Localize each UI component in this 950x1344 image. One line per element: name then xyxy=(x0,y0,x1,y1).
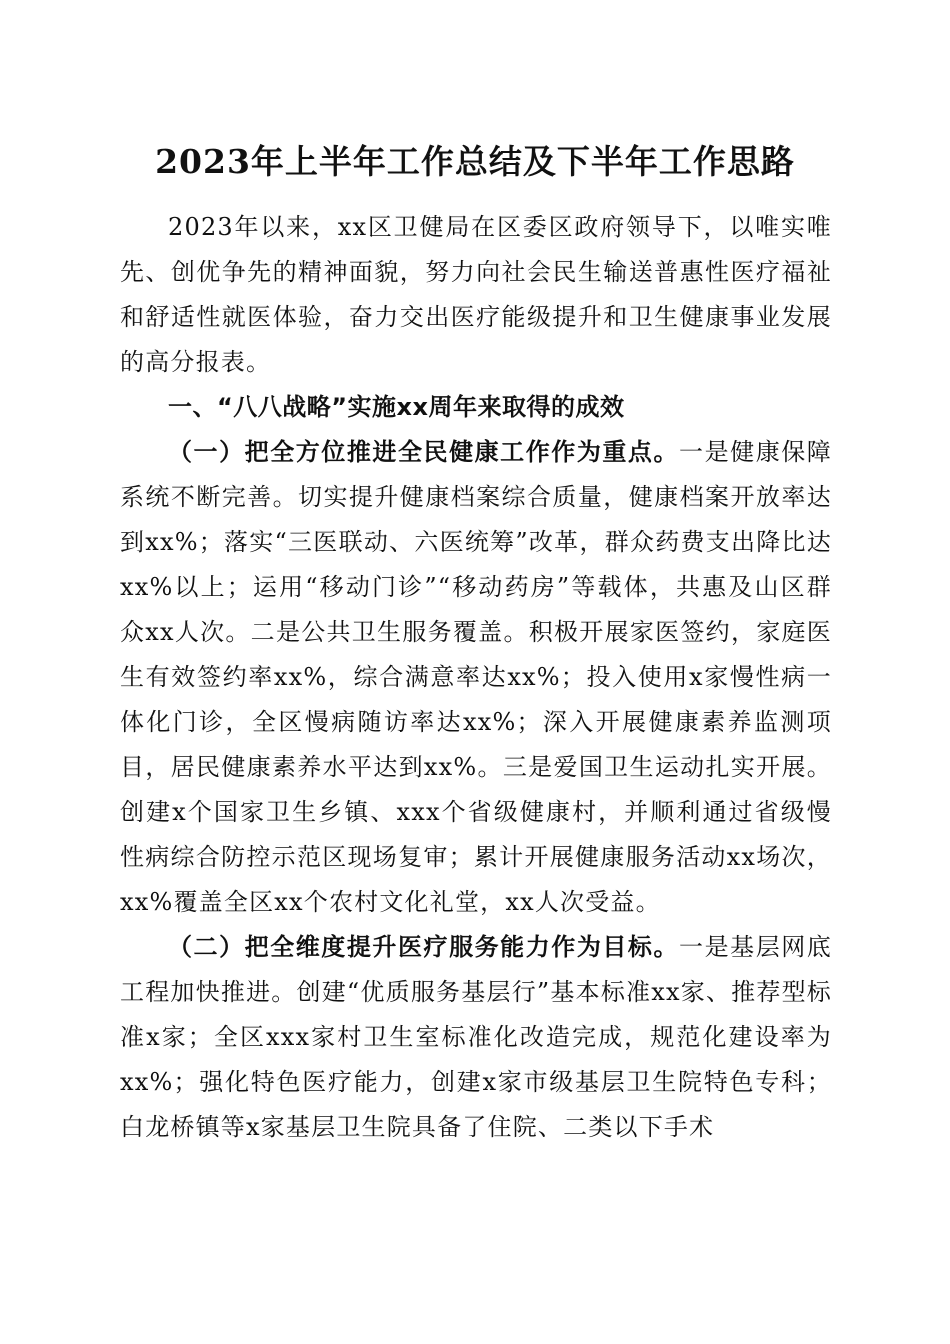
paragraph-1-lead: （一）把全方位推进全民健康工作作为重点。 xyxy=(168,438,680,466)
document-body xyxy=(120,205,832,1150)
paragraph-2-lead: （二）把全维度提升医疗服务能力作为目标。 xyxy=(168,933,680,961)
paragraph-2-text: 一是基层网底工程加快推进。创建“优质服务基层行”基本标准xx家、推荐型标准x家；全区xxx家村卫生室标准化改造完成，规范化建设率为xx%；强化特色医疗能力，创建x家市级基层卫生院特色专科；白龙桥镇等x家基层卫生院具备了住院、二类以下手术 xyxy=(120,933,833,1141)
paragraph-1-text: 一是健康保障系统不断完善。切实提升健康档案综合质量，健康档案开放率达到xx%；落实“三医联动、六医统筹”改革，群众药费支出降比达xx%以上；运用“移动门诊”“移动药房”等载体，共惠及山区群众xx人次。二是公共卫生服务覆盖。积极开展家医签约，家庭医生有效签约率xx%，综合满意率达xx%；投入使用x家慢性病一体化门诊，全区慢病随访率达xx%；深入开展健康素养监测项目，居民健康素养水平达到xx%。三是爱国卫生运动扎实开展。创建x个国家卫生乡镇、xxx个省级健康村，并顺利通过省级慢性病综合防控示范区现场复审；累计开展健康服务活动xx场次，xx%覆盖全区xx个农村文化礼堂，xx人次受益。 xyxy=(120,438,833,916)
section-heading: 一、“八八战略”实施xx周年来取得的成效 xyxy=(168,393,625,421)
paragraph-2 xyxy=(120,925,832,1150)
intro-paragraph: 2023年以来，xx区卫健局在区委区政府领导下，以唯实唯先、创优争先的精神面貌，努力向社会民生输送普惠性医疗福祉和舒适性就医体验，奋力交出医疗能级提升和卫生健康事业发展的高分报表。 xyxy=(120,213,832,376)
document-title: 2023年上半年工作总结及下半年工作思路 xyxy=(155,142,795,181)
paragraph-1 xyxy=(120,430,832,925)
